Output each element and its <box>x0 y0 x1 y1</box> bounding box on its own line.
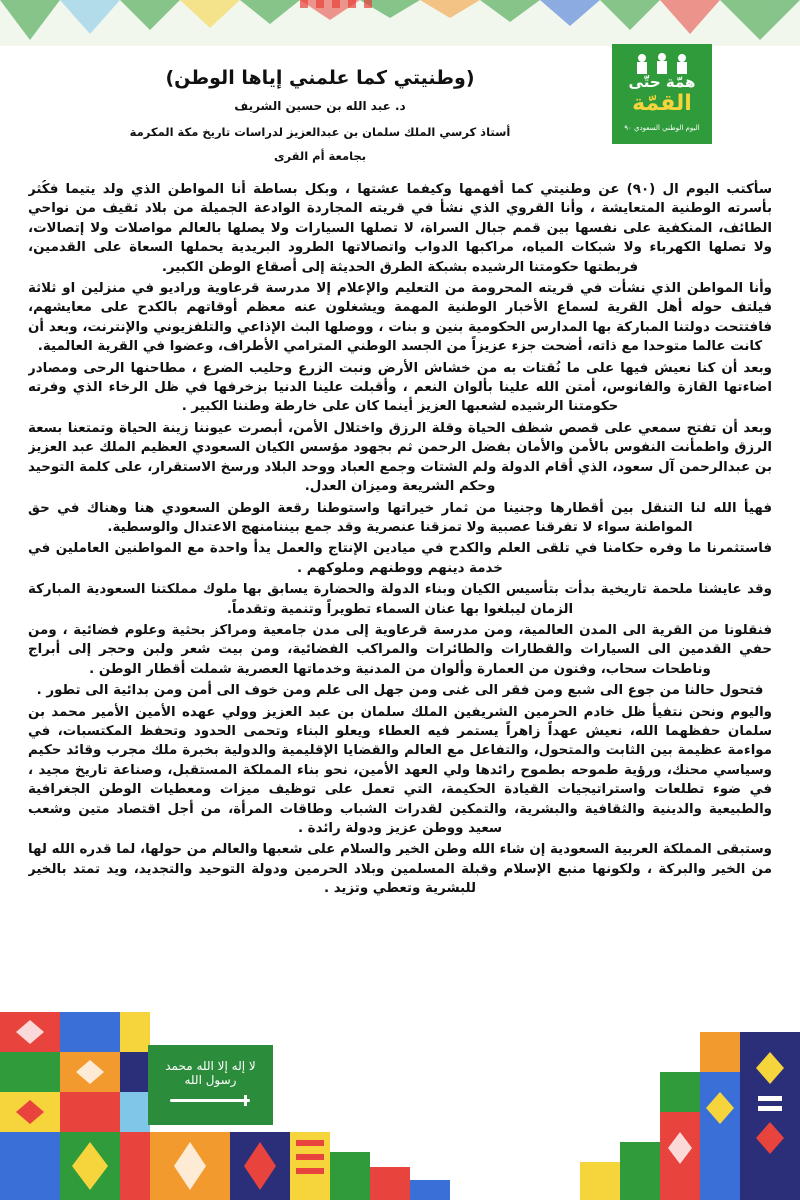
article-header <box>60 66 580 164</box>
sword-icon <box>170 1099 250 1102</box>
national-day-logo <box>612 44 712 144</box>
paragraph: وبعد أن كنا نعيش فيها على ما نُقتات به من خشاش الأرض ونبت الزرع وحليب الضرع ، مطاحنها الرحى ومصادر اضاءتها القازة والفانوس، أمتن الله علينا بألوان النعم ، وأقبلت علينا الدنيا بزخرفها في ظل الرخاء الذي وفرته حكومتنا الرشيده لشعبها العزيز أينما كان على خارطة وطننا الكبير . <box>28 360 772 415</box>
author-chair: أستاذ كرسي الملك سلمان بن عبدالعزيز لدراسات تاريخ مكة المكرمة <box>129 125 511 139</box>
logo-line-3: اليوم الوطني السعودي ٩٠ <box>624 124 700 132</box>
saudi-flag <box>148 1045 273 1125</box>
flag-shahada: لا إله إلا الله محمد رسول الله <box>165 1059 256 1087</box>
logo-line-1: همّة حتّى <box>628 73 696 91</box>
author-university: بجامعة أم القرى <box>273 149 367 163</box>
paragraph: فاستثمرنا ما وفره حكامنا في تلقى العلم والكدح في ميادين الإنتاج والعمل يدأ واحدة مع المواطنين العاملين في خدمة دينهم ووطنهم وملوكهم . <box>28 541 772 576</box>
figures-icon <box>630 52 694 74</box>
paragraph: وأنا المواطن الذي نشأت في قريته المحرومة من التعليم والإعلام إلا مدرسة قرعاوية وراديو في منزلين او ثلاثة فيلتف حوله أهل القرية لسماع الأخبار الوطنية المهمة ويشغلون عنه معظم أوقاتهم بالكدح على معايشهم، فافتتحت دولتنا المباركة بها المدارس الحكومية بنين و بنات ، ووصلها البث الإذاعي والتلفزيوني والإنترنت، وبعد أن كانت عالما متوحدا مع ذاته، أضحت جزء عزيزاً من الجسد الوطني المترامي الأطراف، وعضوا في القرية العالمية. <box>28 281 772 355</box>
paragraph: فتحول حالنا من جوع الى شبع ومن فقر الى غنى ومن جهل الى علم ومن خوف الى أمن ومن بدائية الى تطور . <box>36 683 764 699</box>
paragraph: وستبقى المملكة العربية السعودية إن شاء الله وطن الخير والسلام على شعبها والعالم من حولها، لما قدره الله لها من الخير والبركة ، ولكونها منبع الإسلام وقبلة المسلمين وبلاد الحرمين ودولة التوحيد والتجديد، ويد تمتد بالخير للبشرية وتعطي وتزيد . <box>28 842 772 897</box>
paragraph: سأكتب اليوم ال (٩٠) عن وطنيتي كما أفهمها وكيفما عشتها ، وبكل بساطة أنا المواطن الذي ولد يتيما فكُثر بأسرته الوطنية المتعايشة ، وأنا القروي الذي نشأ في قريته المجاردة الوادعة الجميلة من بلاد ثقيف من نواحي الطائف، المنكفية على نفسها بين قمم جبال السراة، لا تصلها السيارات ولا يصلها بالعالم مواصلات ولا إتصالات، ولا تصلها الكهرباء ولا شبكات المياه، مراكبها الدواب واتصالاتها الطرود البريدية يحملها السعاة على القدمين، فربطتها حكومتنا الرشيده بشبكة الطرق الحديثة إلى أصقاع الوطن الكبير. <box>28 182 772 275</box>
top-decorative-pattern <box>0 0 800 46</box>
paragraph: وقد عايشنا ملحمة تاريخية بدأت بتأسيس الكيان وبناء الدولة والحضارة يسابق بها ملوك مملكتنا السعودية المباركة الزمان ليبلغوا بها عنان السماء تطويراً وتنمية وتقدماً. <box>28 582 772 617</box>
author-name: د. عبد الله بن حسين الشريف <box>234 99 406 113</box>
paragraph: فنقلونا من القرية الى المدن العالمية، ومن مدرسة قرعاوية إلى مدن جامعية ومراكز بحثية وعلوم فضائية ، ومن حفي القدمين الى السيارات والقطارات والطائرات والمراكب الفضائية، ومن بيت شعر ولبن وحجر إلى أبراج وناطحات سحاب، وفنون من العمارة وألوان من المدنية وخدماتها العصرية شملت أقطار الوطن . <box>28 622 772 677</box>
logo-line-2: القمّة <box>632 91 692 116</box>
paragraph: واليوم ونحن نتفيأ ظل خادم الحرمين الشريفين الملك سلمان بن عبد العزيز وولي عهده الأمين الأمير محمد بن سلمان حفظهما الله، نعيش عهداً زاهراً يستمر فيه العطاء ويعلو البناء وتحمى الحدود وتحفظ المكتسبات، في مواءمة عظيمة بين الثابت والمتحول، والتفاعل مع العالم والقضايا الإقليمية والدولية بخبرة ملك مجرب وقائد حكيم وسياسي محنك، ورؤية طموحه بطموح رائدها ولي العهد الأمين، نحو بناء المملكة المستقبل، وصناعة تاريخ مجيد ، في ضوء تطلعات واستراتيجيات القيادة الحكيمة، التي تعمل على توظيف ميزات ومعطيات الوطن الجغرافية والطبيعية والدينية والثقافية والبشرية، والتمكين لقدرات الشباب وطاقات المرأة، من أجل اقتصاد متين وشعب سعيد ووطن عزيز ودولة رائدة . <box>28 704 772 836</box>
article-title: (وطنيتي كما علمني إياها الوطن) <box>165 67 475 89</box>
sword-hilt-icon <box>244 1095 247 1106</box>
paragraph: فهيأ الله لنا التنقل بين أقطارها وجنينا من ثمار خيراتها واستوطنا رقعة الوطن السعودي هنا وهناك في حق المواطنة سواء لا تفرقنا عصبية ولا تمزقنا عنصرية وقد جمع بيننامنهج الاعتدال والوسطية. <box>28 500 772 535</box>
article-body <box>28 180 772 1012</box>
paragraph: وبعد أن تفتح سمعي على قصص شظف الحياة وقلة الرزق واختلال الأمن، أبصرت عيوننا زينة الحياة وتمتعنا بسعة الرزق واطمأنت النفوس بالأمن والأمان بفضل الرحمن ثم بجهود مؤسس الكيان السعودي العظيم الملك عبد العزيز بن عبدالرحمن آل سعود، الذي أقام الدولة ولم الشتات وجمع العباد ووحد البلاد ورسخ الاستقرار، على كلمة التوحيد وحكم الشريعة وميزان العدل. <box>28 420 772 495</box>
bottom-decorative-pattern <box>0 1012 800 1200</box>
